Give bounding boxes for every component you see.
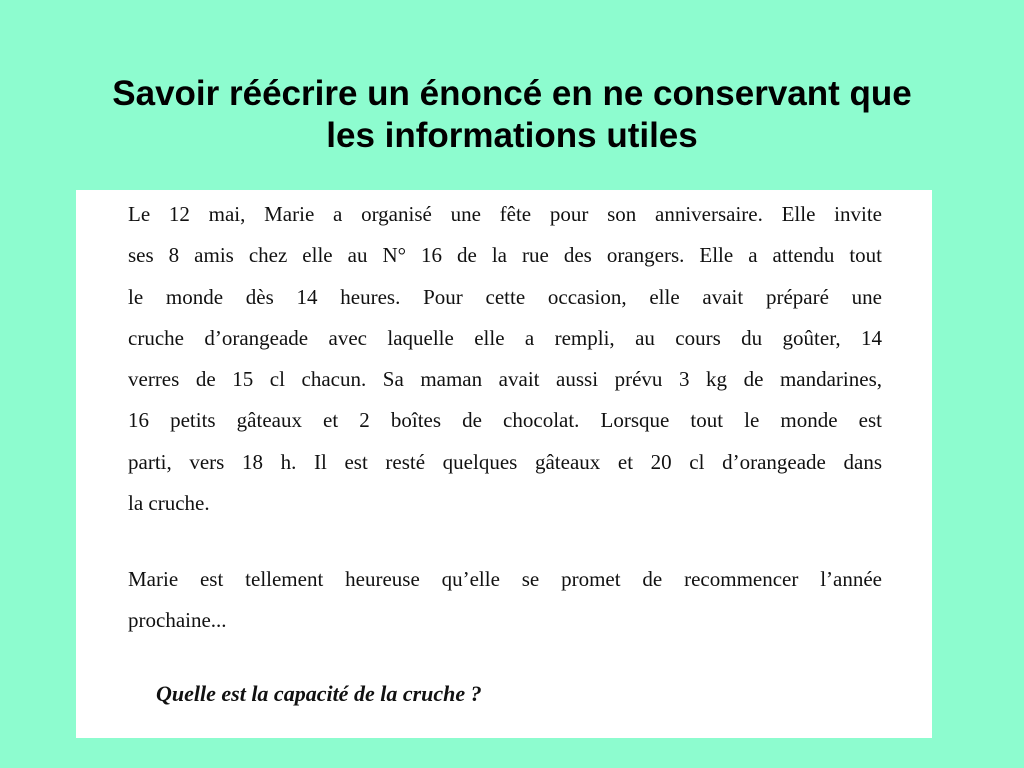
text-line: verres de 15 cl chacun. Sa maman avait aussi prévu 3 kg de mandarines,	[128, 367, 882, 392]
text-line: le monde dès 14 heures. Pour cette occasion, elle avait préparé une	[128, 284, 882, 309]
text-line: Marie est tellement heureuse qu’elle se promet de recommencer l’année	[128, 567, 882, 591]
text-line: parti, vers 18 h. Il est resté quelques gâteaux et 20 cl d’orangeade dans	[128, 449, 882, 474]
scanned-problem-image	[76, 190, 932, 738]
problem-paragraph-1	[128, 194, 882, 524]
slide-title	[0, 73, 1024, 157]
slide-title-line-1: Savoir réécrire un énoncé en ne conservant que	[112, 74, 912, 114]
text-line: ses 8 amis chez elle au N° 16 de la rue des orangers. Elle a attendu tout	[128, 243, 882, 268]
slide-title-line-2: les informations utiles	[326, 116, 698, 156]
text-line: la cruche.	[128, 491, 210, 516]
problem-paragraph-2	[128, 559, 882, 642]
text-line: prochaine...	[128, 608, 227, 633]
text-line: 16 petits gâteaux et 2 boîtes de chocolat. Lorsque tout le monde est	[128, 408, 882, 433]
text-line: Le 12 mai, Marie a organisé une fête pour son anniversaire. Elle invite	[128, 202, 882, 226]
problem-question: Quelle est la capacité de la cruche ?	[156, 681, 482, 706]
text-line: cruche d’orangeade avec laquelle elle a rempli, au cours du goûter, 14	[128, 325, 882, 350]
